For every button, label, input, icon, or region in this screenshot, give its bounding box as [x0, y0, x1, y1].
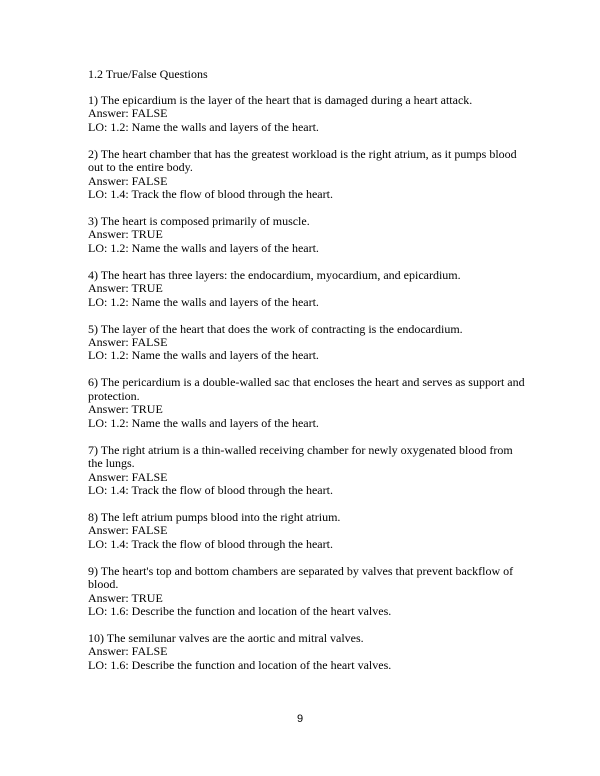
learning-objective-line: LO: 1.2: Name the walls and layers of the heart. [88, 119, 319, 134]
question-item [88, 444, 528, 498]
page-number: 9 [296, 713, 304, 725]
answer-line: Answer: FALSE [88, 469, 168, 484]
learning-objective-line: LO: 1.4: Track the flow of blood through the heart. [88, 187, 333, 202]
answer-line: Answer: FALSE [88, 106, 168, 121]
question-item [88, 376, 528, 430]
answer-line: Answer: TRUE [88, 402, 163, 417]
question-item [88, 269, 528, 309]
question-item [88, 148, 528, 202]
question-item [88, 511, 528, 551]
learning-objective-line: LO: 1.6: Describe the function and location of the heart valves. [88, 603, 392, 618]
section-heading: 1.2 True/False Questions [88, 67, 208, 81]
answer-line: Answer: TRUE [88, 281, 163, 296]
question-text: 6) The pericardium is a double-walled sac that encloses the heart and serves as support and protection. [88, 375, 525, 403]
learning-objective-line: LO: 1.6: Describe the function and location of the heart valves. [88, 657, 392, 672]
learning-objective-line: LO: 1.4: Track the flow of blood through the heart. [88, 536, 333, 551]
question-item [88, 94, 528, 134]
learning-objective-line: LO: 1.2: Name the walls and layers of the heart. [88, 294, 319, 309]
question-text: 8) The left atrium pumps blood into the right atrium. [88, 509, 341, 524]
learning-objective-line: LO: 1.2: Name the walls and layers of the heart. [88, 240, 319, 255]
answer-line: Answer: TRUE [88, 590, 163, 605]
question-item [88, 632, 528, 672]
question-text: 3) The heart is composed primarily of muscle. [88, 214, 310, 229]
answer-line: Answer: FALSE [88, 335, 168, 350]
answer-line: Answer: FALSE [88, 523, 168, 538]
question-text: 7) The right atrium is a thin-walled receiving chamber for newly oxygenated blood from the lungs. [88, 442, 513, 471]
document-content [88, 67, 528, 686]
answer-line: Answer: FALSE [88, 173, 168, 188]
question-item [88, 565, 528, 619]
question-text: 5) The layer of the heart that does the work of contracting is the endocardium. [88, 321, 463, 336]
question-text: 9) The heart's top and bottom chambers are separated by valves that prevent backflow of blood. [88, 563, 514, 592]
question-text: 2) The heart chamber that has the greatest workload is the right atrium, as it pumps blood out to the entire body. [88, 146, 517, 175]
learning-objective-line: LO: 1.2: Name the walls and layers of the heart. [88, 415, 319, 430]
question-text: 4) The heart has three layers: the endocardium, myocardium, and epicardium. [88, 267, 461, 282]
answer-line: Answer: TRUE [88, 227, 163, 242]
question-item [88, 323, 528, 363]
learning-objective-line: LO: 1.4: Track the flow of blood through the heart. [88, 482, 333, 497]
question-text: 10) The semilunar valves are the aortic and mitral valves. [88, 630, 364, 645]
learning-objective-line: LO: 1.2: Name the walls and layers of the heart. [88, 348, 319, 363]
answer-line: Answer: FALSE [88, 644, 168, 659]
question-item [88, 215, 528, 255]
question-text: 1) The epicardium is the layer of the heart that is damaged during a heart attack. [88, 93, 473, 107]
